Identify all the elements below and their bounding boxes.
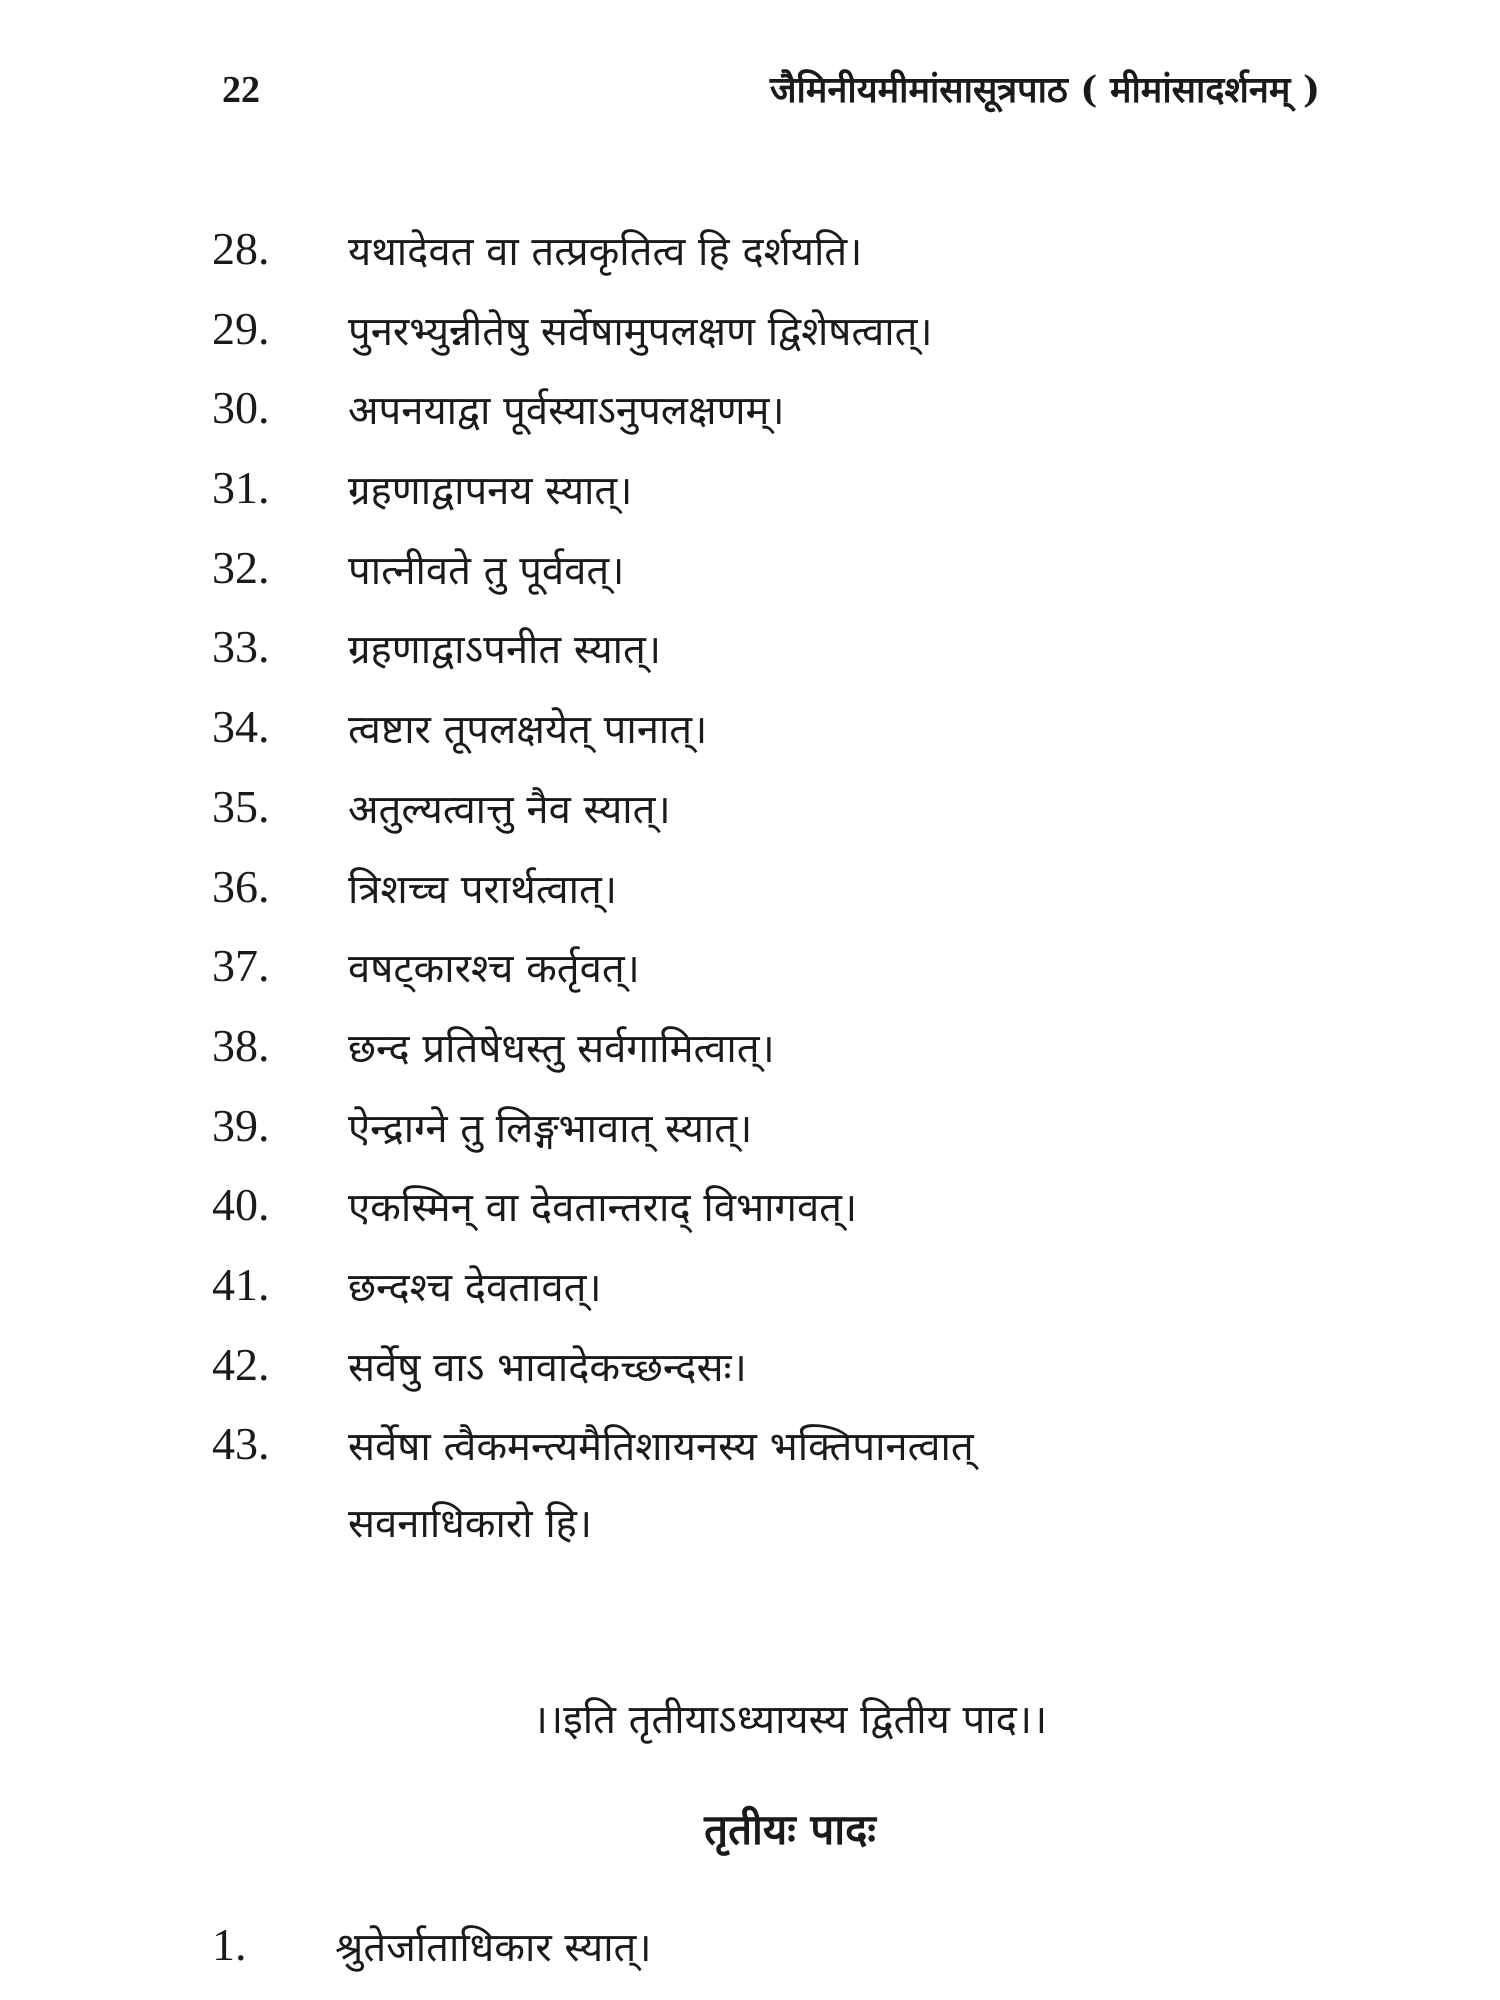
- sutra-text: छन्द प्रतिषेधस्तु सर्वगामित्वात्।: [348, 1025, 775, 1072]
- sutra-text: अपनयाद्वा पूर्वस्याऽनुपलक्षणम्।: [348, 388, 785, 435]
- sutra-text: त्वष्टार तूपलक्षयेत् पानात्।: [348, 707, 708, 754]
- sutra-number: 38.: [212, 1019, 270, 1071]
- sutra-number: 33.: [212, 621, 270, 673]
- list-item: [0, 1019, 1500, 1099]
- list-item: [0, 939, 1500, 1019]
- list-item: [0, 620, 1500, 700]
- list-item: [0, 381, 1500, 461]
- sutra-number: 37.: [212, 940, 270, 992]
- sutra-text-line-2: सवनाधिकारो हि।: [348, 1501, 593, 1548]
- sutra-text: ऐन्द्राग्ने तु लिङ्गभावात् स्यात्।: [348, 1105, 753, 1152]
- sutra-list: [0, 222, 1500, 1577]
- list-item: [0, 1258, 1500, 1338]
- sutra-text: [348, 1417, 974, 1549]
- sutra-text: पात्नीवते तु पूर्ववत्।: [348, 547, 625, 594]
- list-item: [0, 461, 1500, 541]
- sutra-number: 43.: [212, 1418, 270, 1470]
- list-item: [0, 860, 1500, 940]
- sutra-number: 41.: [212, 1258, 270, 1310]
- running-title: जैमिनीयमीमांसासूत्रपाठ ( मीमांसादर्शनम् ): [769, 69, 1320, 111]
- sutra-number: 34.: [212, 701, 270, 753]
- list-item: [0, 700, 1500, 780]
- sutra-number: 30.: [212, 382, 270, 434]
- sutra-number: 35.: [212, 780, 270, 832]
- sutra-number: 40.: [212, 1179, 270, 1231]
- page-header: [0, 68, 1500, 128]
- list-item: [0, 1417, 1500, 1577]
- page-number: 22: [222, 69, 260, 111]
- sutra-text: अतुल्यत्वात्तु नैव स्यात्।: [348, 786, 671, 833]
- sutra-text: एकस्मिन् वा देवतान्तराद् विभागवत्।: [348, 1185, 858, 1232]
- sutra-number: 29.: [212, 302, 270, 354]
- sutra-text: पुनरभ्युन्नीतेषु सर्वेषामुपलक्षण द्विशेषत्वात्।: [348, 308, 933, 355]
- chapter-colophon: ।।इति तृतीयाऽध्यायस्य द्वितीय पाद।।: [532, 1697, 1048, 1743]
- sutra-text: ग्रहणाद्वापनय स्यात्।: [348, 468, 633, 515]
- sutra-text: सर्वेषु वाऽ भावादेकच्छन्दसः।: [348, 1344, 747, 1391]
- list-item: [0, 780, 1500, 860]
- sutra-number: 36.: [212, 860, 270, 912]
- sutra-number: 28.: [212, 223, 270, 274]
- sutra-number: 39.: [212, 1099, 270, 1151]
- sutra-text-line-1: सर्वेषा त्वैकमन्त्यमैतिशायनस्य भक्तिपानत्वात्: [348, 1424, 974, 1471]
- sutra-number: 42.: [212, 1338, 270, 1390]
- list-item: [0, 1178, 1500, 1258]
- list-item: [0, 222, 1500, 302]
- list-item: [0, 541, 1500, 621]
- sutra-text: श्रुतेर्जाताधिकार स्यात्।: [335, 1925, 652, 1971]
- sutra-number: 32.: [212, 541, 270, 593]
- list-item: [0, 1099, 1500, 1179]
- sutra-number: 1.: [212, 1919, 247, 1970]
- sutra-number: 31.: [212, 462, 270, 514]
- section-heading: तृतीयः पादः: [704, 1805, 876, 1854]
- sutra-text: ग्रहणाद्वाऽपनीत स्यात्।: [348, 627, 661, 674]
- sutra-text: छन्दश्च देवतावत्।: [348, 1264, 602, 1311]
- sutra-text: वषट्कारश्च कर्तृवत्।: [348, 946, 640, 993]
- sutra-text: यथादेवत वा तत्प्रकृतित्व हि दर्शयति।: [348, 229, 863, 275]
- sutra-text: त्रिशच्च परार्थत्वात्।: [348, 866, 617, 913]
- list-item: [0, 1338, 1500, 1418]
- list-item: [0, 302, 1500, 382]
- list-item: [0, 1918, 1500, 1978]
